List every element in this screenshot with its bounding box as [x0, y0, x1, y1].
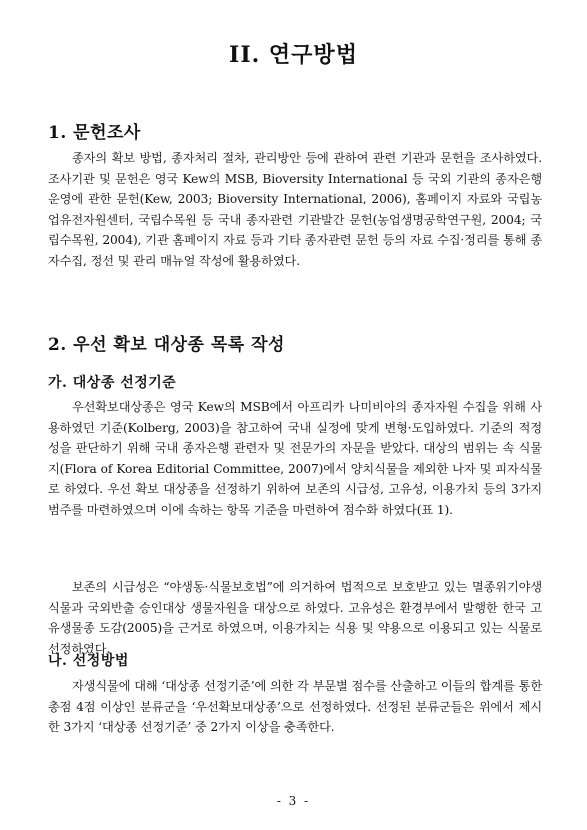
page-number: - 3 - [276, 794, 311, 808]
section-title-priority-species: 2. 우선 확보 대상종 목록 작성 [48, 335, 285, 355]
chapter-title: II. 연구방법 [229, 42, 358, 68]
subsection-title-selection-method: 나. 선정방법 [48, 653, 129, 669]
paragraph-selection-method: 자생식물에 대해 ‘대상종 선정기준’에 의한 각 부문별 점수를 산출하고 이들의 합계를 통한 총점 4점 이상인 분류군을 ‘우선확보대상종’으로 선정하였다. 선정된 분류군들은 위에서 제시한 3가지 ‘대상종 선정기준’ 중 2가지 이상을 충족한다. [48, 679, 542, 734]
paragraph-selection-criteria-2: 보존의 시급성은 “야생동·식물보호법”에 의거하여 법적으로 보호받고 있는 멸종위기야생식물과 국외반출 승인대상 생물자원을 대상으로 하였다. 고유성은 환경부에서 발행한 한국 고유생물종 도감(2005)을 근거로 하였으며, 이용가치는 식용 및 약용으로 이용되고 있는 식물로 선정하였다. [48, 580, 542, 656]
paragraph-literature-review: 종자의 확보 방법, 종자처리 절차, 관리방안 등에 관하여 관련 기관과 문헌을 조사하였다. 조사기관 및 문헌은 영국 Kew의 MSB, Bioversity International 등 국외 기관의 종자은행 운영에 관한 문헌(Kew, 2003; Bioversity International, 2006), 홈페이지 자료와 국립농업유전자원센터, 국립수목원 등 국내 종자관련 기관발간 문헌(농업생명공학연구원, 2004; 국립수목원, 2004), 기관 홈페이지 자료 등과 기타 종자관련 문헌 등의 자료 수집·정리를 통해 종자수집, 정선 및 관리 매뉴얼 작성에 활용하였다. [48, 151, 542, 268]
subsection-title-selection-criteria: 가. 대상종 선정기준 [48, 375, 177, 391]
paragraph-selection-criteria-1: 우선확보대상종은 영국 Kew의 MSB에서 아프리카 나미비아의 종자자원 수집을 위해 사용하였던 기준(Kolberg, 2003)을 참고하여 국내 실정에 맞게 변형·도입하였다. 기준의 적정성을 판단하기 위해 국내 종자은행 관련자 및 전문가의 자문을 받았다. 대상의 범위는 속 식물지(Flora of Korea Editorial Committee, 2007)에서 양치식물을 제외한 나자 및 피자식물로 하였다. 우선 확보 대상종을 선정하기 위하여 보존의 시급성, 고유성, 이용가치 등의 3가지 범주를 마련하였으며 이에 속하는 항목 기준을 마련하여 점수화 하였다(표 1). [48, 400, 542, 517]
section-title-literature-review: 1. 문헌조사 [48, 123, 141, 143]
